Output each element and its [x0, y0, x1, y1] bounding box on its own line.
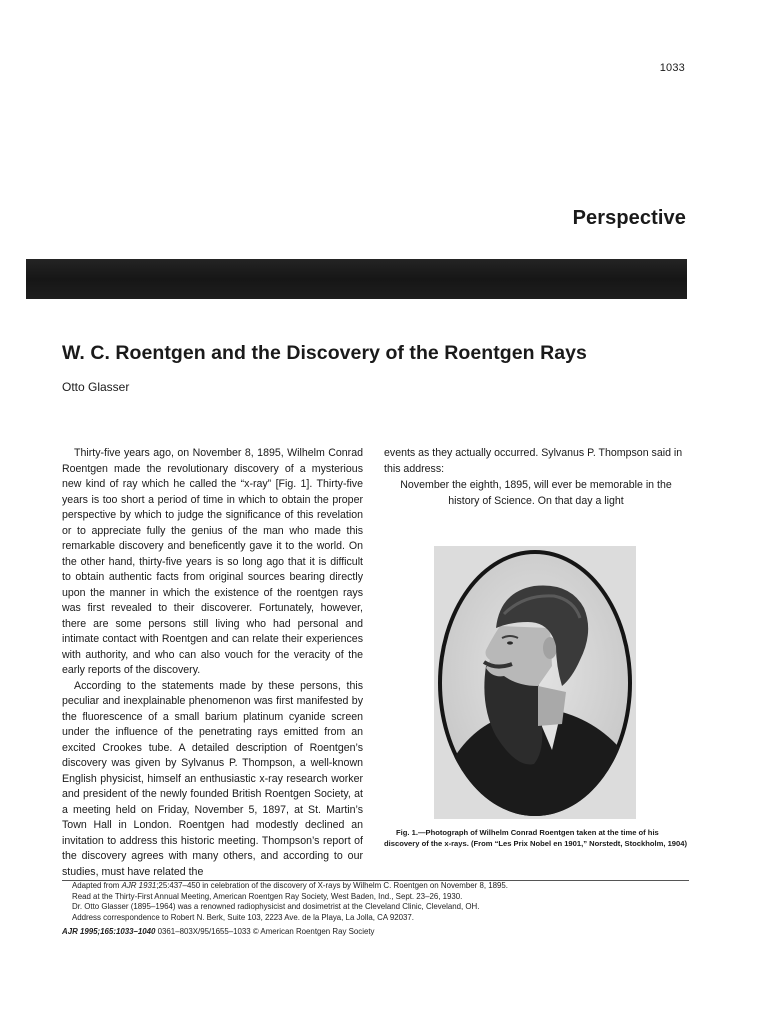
citation-journal-ref: AJR 1995;165:1033–1040	[62, 927, 156, 936]
body-paragraph: events as they actually occurred. Sylvanus P. Thompson said in this address:	[384, 447, 683, 475]
body-paragraph: Thirty-five years ago, on November 8, 1895, Wilhelm Conrad Roentgen made the revolutionary discovery of a mysterious new kind of ray which he called the “x-ray” [Fig. 1]. Thirty-five years is too short a period of time in which to obtain the proper perspective by which to judge the significance of this revelation or to appreciate fully the genius of the man who made this remarkable discovery and beneficently gave it to the world. On the other hand, thirty-five years is so long ago that it is difficult to obtain authentic facts from original sources bearing directly upon the manner in which the existence of the roentgen rays was first revealed to their discoverer. Fortunately, however, there are some persons still living who had personal and intimate contact with Roentgen and can relate their experiences with authority, and who can also vouch for the veracity of the early reports of the discovery.	[62, 447, 363, 676]
block-quote: November the eighth, 1895, will ever be memorable in the history of Science. On that day a light	[400, 479, 672, 507]
footnotes	[72, 881, 692, 923]
author-name: Otto Glasser	[62, 380, 130, 394]
figure-caption	[384, 828, 690, 849]
body-paragraph: According to the statements made by these persons, this peculiar and inexplainable phenomenon was first manifested by the fluorescence of a small barium platinum cyanide screen under the influence of the penetrating rays emitted from an excited Crookes tube. A detailed description of Roentgen’s discovery was given by Sylvanus P. Thompson, a well-known English physicist, himself an enthusiastic x-ray research worker and president of the newly founded British Roentgen Society, at a meeting held on Friday, November 5, 1897, at St. Martin’s Town Hall in London. Roentgen had modestly declined an invitation to address this historic meeting. Thompson’s report of the discovery agrees with many others, and according to our studies, must have related the	[62, 679, 363, 878]
page-number: 1033	[659, 62, 685, 74]
header-band	[26, 259, 687, 299]
journal-citation	[62, 927, 374, 936]
footnote-author-note: Dr. Otto Glasser (1895–1964) was a renowned radiophysicist and dosimetrist at the Cleveland Clinic, Cleveland, OH.	[72, 902, 480, 912]
section-label: Perspective	[572, 207, 686, 229]
body-column-right	[384, 446, 688, 509]
footnote-correspondence: Address correspondence to Robert N. Berk, Suite 103, 2223 Ave. de la Playa, La Jolla, CA 92037.	[72, 912, 414, 922]
citation-rest: 0361–803X/95/1655–1033 © American Roentgen Ray Society	[155, 927, 375, 936]
footnote-adapted: Adapted from AJR 1931;25:437–450 in celebration of the discovery of X-rays by Wilhelm C. Roentgen on November 8, 1895.	[72, 881, 508, 890]
article-title: W. C. Roentgen and the Discovery of the Roentgen Rays	[62, 342, 587, 364]
figure-caption-text: —Photograph of Wilhelm Conrad Roentgen taken at the time of his discovery of the x-rays. (From “Les Prix Nobel en 1901,” Norstedt, Stockholm, 1904)	[384, 828, 688, 848]
figure-caption-label: Fig. 1.	[396, 828, 418, 837]
footnote-read-at: Read at the Thirty-First Annual Meeting, American Roentgen Ray Society, West Baden, Ind., Sept. 23–26, 1930.	[72, 891, 463, 901]
roentgen-portrait-photo	[434, 546, 636, 819]
body-column-left	[62, 446, 363, 880]
